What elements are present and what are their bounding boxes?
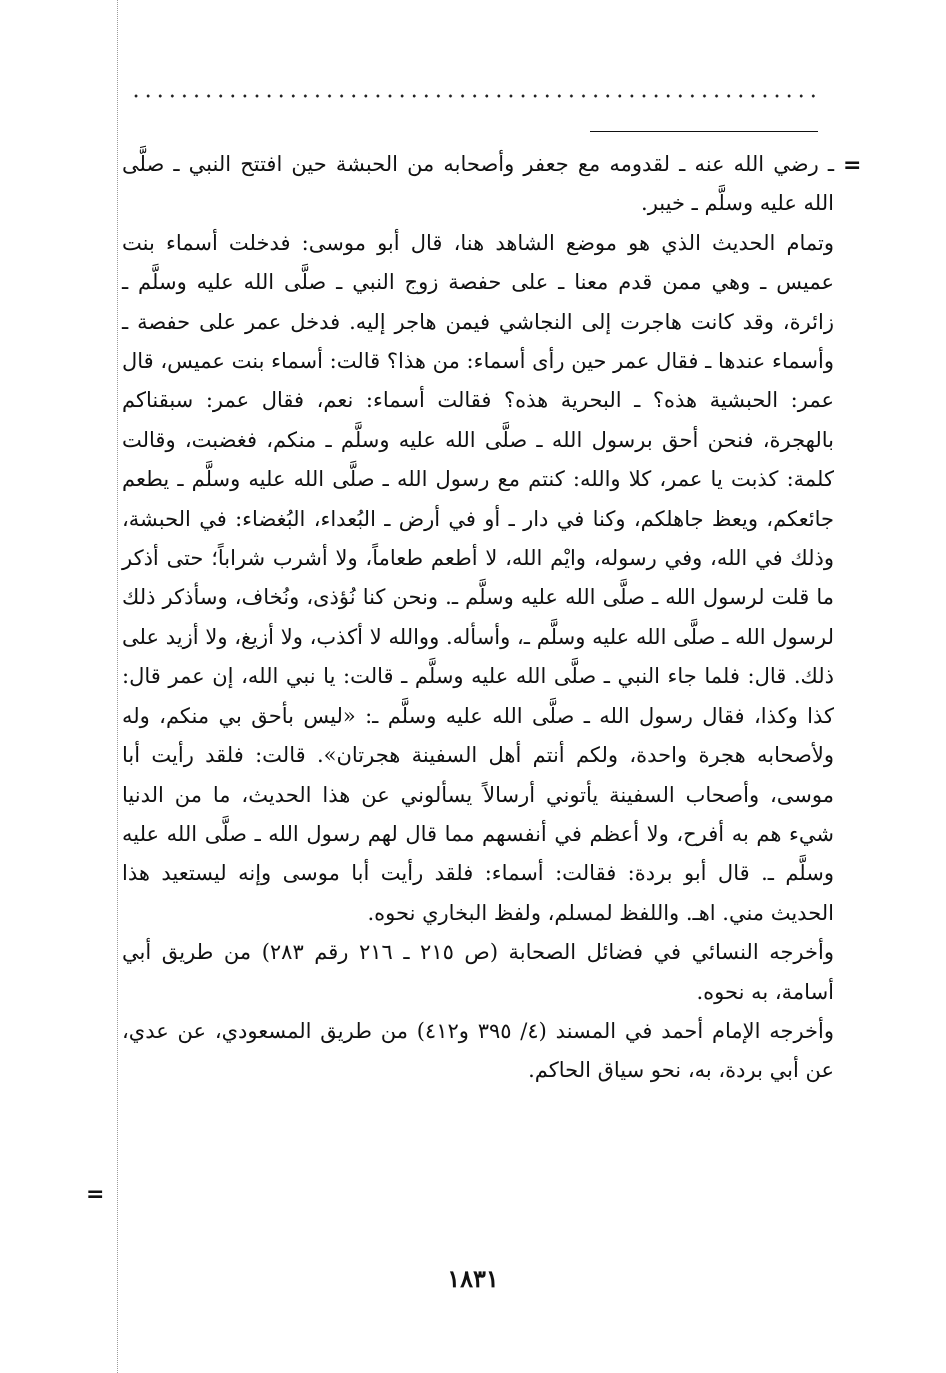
continuation-mark-top: =: [843, 153, 862, 178]
paragraph-continuation: ـ رضي الله عنه ـ لقدومه مع جعفر وأصحابه من الحبشة حين افتتح النبي ـ صلَّى الله عليه وسلَّم ـ خيبر.: [122, 152, 834, 216]
dotted-separator: [130, 94, 820, 98]
footnote-text: [122, 145, 834, 1091]
paragraph-nasai: وأخرجه النسائي في فضائل الصحابة (ص ٢١٥ ـ ٢١٦ رقم ٢٨٣) من طريق أبي أسامة، به نحوه.: [122, 940, 834, 1004]
paragraph-hadith: وتمام الحديث الذي هو موضع الشاهد هنا، قال أبو موسى: فدخلت أسماء بنت عميس ـ وهي ممن قدم معنا ـ على حفصة زوج النبي ـ صلَّى الله عليه وسلَّم ـ زائرة، وقد كانت هاجرت إلى النجاشي فيمن هاجر إليه. فدخل عمر على حفصة ـ وأسماء عندها ـ فقال عمر حين رأى أسماء: من هذا؟ قالت: أسماء بنت عميس، قال عمر: الحبشية هذه؟ ـ البحرية هذه؟ فقالت أسماء: نعم، فقال عمر: سبقناكم بالهجرة، فنحن أحق برسول الله ـ صلَّى الله عليه وسلَّم ـ منكم، فغضبت، وقالت كلمة: كذبت يا عمر، كلا والله: كنتم مع رسول الله ـ صلَّى الله عليه وسلَّم ـ يطعم جائعكم، ويعظ جاهلكم، وكنا في دار ـ أو في أرض ـ البُعداء، البُغضاء: في الحبشة، وذلك في الله، وفي رسوله، وايْم الله، لا أطعم طعاماً، ولا أشرب شراباً؛ حتى أذكر ما قلت لرسول الله ـ صلَّى الله عليه وسلَّم ـ. ونحن كنا نُؤذى، ونُخاف، وسأذكر ذلك لرسول الله ـ صلَّى الله عليه وسلَّم ـ، وأسأله. ووالله لا أكذب، ولا أزيغ، ولا أزيد على ذلك. قال: فلما جاء النبي ـ صلَّى الله عليه وسلَّم ـ قالت: يا نبي الله، إن عمر قال: كذا وكذا، فقال رسول الله ـ صلَّى الله عليه وسلَّم ـ: «ليس بأحق بي منكم، وله ولأصحابه هجرة واحدة، ولكم أنتم أهل السفينة هجرتان». قالت: فلقد رأيت أبا موسى، وأصحاب السفينة يأتوني أرسالاً يسألوني عن هذا الحديث، ما من الدنيا شيء هم به أفرح، ولا أعظم في أنفسهم مما قال لهم رسول الله ـ صلَّى الله عليه وسلَّم ـ. قال أبو بردة: فقالت: أسماء: فلقد رأيت أبا موسى وإنه ليستعيد هذا الحديث مني. اهـ. واللفظ لمسلم، ولفظ البخاري نحوه.: [122, 230, 834, 925]
paragraph-ahmad: وأخرجه الإمام أحمد في المسند (٤/ ٣٩٥ و٤١٢) من طريق المسعودي، عن عدي، عن أبي بردة، به، نحو سياق الحاكم.: [122, 1018, 834, 1083]
footnote-rule: [590, 131, 818, 132]
page-number: ١٨٣١: [447, 1264, 499, 1293]
continuation-mark-bottom: =: [86, 1182, 105, 1207]
scan-gutter-edge: [117, 0, 118, 1373]
